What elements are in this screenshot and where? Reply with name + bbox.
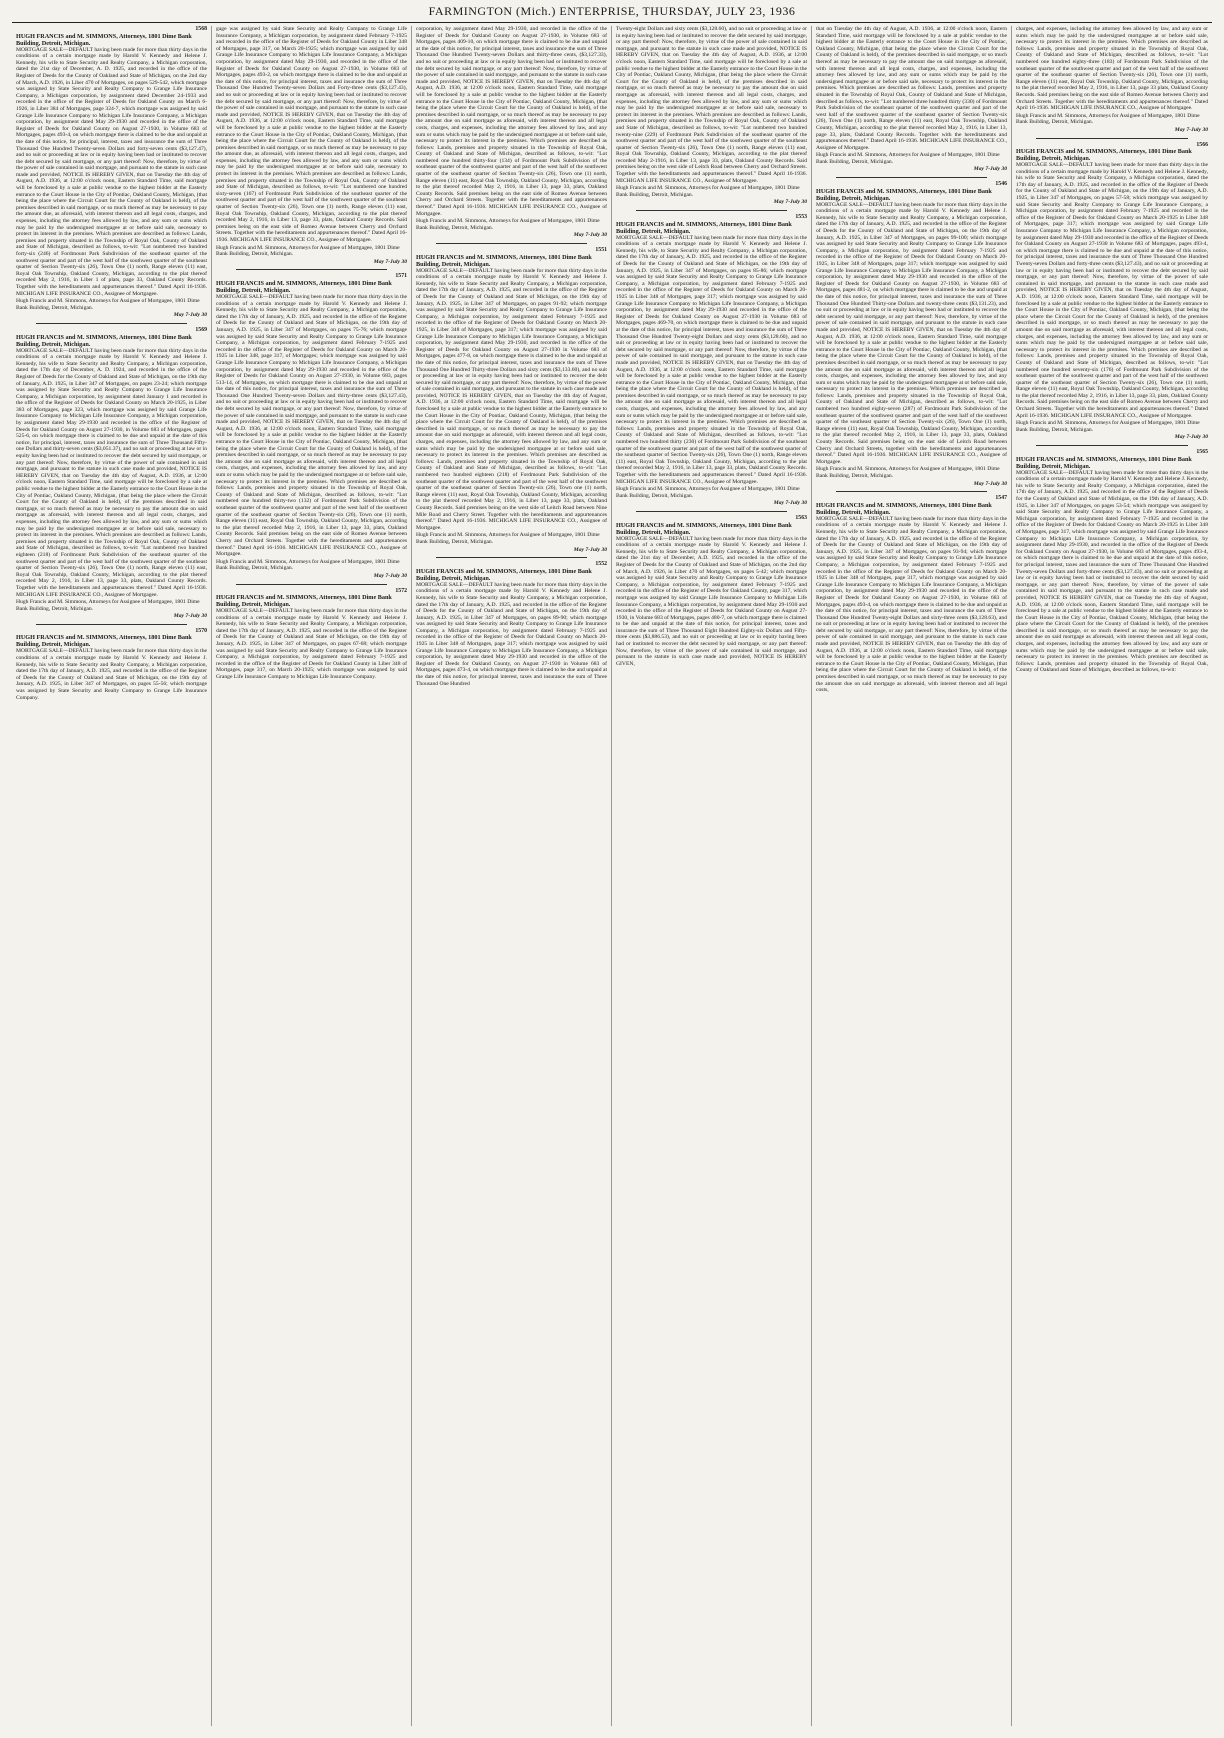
- notice-heading: HUGH FRANCIS and M. SIMMONS, Attorneys, 1801 Dime Bank Building, Detroit, Michigan.: [1016, 148, 1192, 163]
- newspaper-column: [212, 26, 412, 1726]
- notice-number: 1563: [795, 514, 807, 521]
- legal-notice: [1016, 449, 1208, 674]
- notice-run-dates: May 7-July 30: [973, 166, 1007, 173]
- notice-divider: [1036, 138, 1188, 139]
- notice-heading: HUGH FRANCIS and M. SIMMONS, Attorneys, 1801 Dime Bank Building, Detroit, Michigan.: [416, 567, 592, 582]
- masthead-text: FARMINGTON (Mich.) ENTERPRISE, THURSDAY, JULY 23, 1936: [428, 3, 796, 18]
- notice-body: Twenty-eight Dollars and sixty cents ($3,128.60), and no suit or proceeding at law or in equity having been had or instituted to recover the debt secured by said mortgage, or any part thereof: Now, therefore, by virtue of the power of sale contained in said mortgage, and pursuant to the statute in such case made and provided, NOTICE IS HEREBY GIVEN, that on Tuesday the 4th day of August, A.D. 1936, at 12:00 o'clock noon, Eastern Standard Time, said mortgage will be foreclosed by a sale at public vendue to the highest bidder at the Easterly entrance to the Court House in the City of Pontiac, Oakland County, Michigan, (that being the place where the Circuit Court for the County of Oakland is held), of the premises described in said mortgage, or so much thereof as may be necessary to pay the amount due on said mortgage as aforesaid, with interest thereon and all legal costs, charges, and expenses, including the attorney fees allowed by law, and any sum or sums which may be paid by the undersigned mortgagee at or before said sale, necessary to protect its interest in the premises. Which premises are described as follows: Lands, premises and property situated in the Township of Royal Oak, County of Oakland and State of Michigan, described as follows, to-wit: "Lot numbered two hundred twenty-nine (229) of Fordmount Park Subdivision of the southeast quarter of the southwest quarter and part of the west half of the southwest quarter of the southeast quarter of Section Twenty-six (26), Town One (1) north, Range eleven (11) east, Royal Oak Township, Oakland County, Michigan, according to the plat thereof recorded May 2-1916, in Liber 13, page 33, plats, Oakland County Records. Said premises being on the west side of Leitch Road between Cherry and Orchard Streets. Together with the hereditaments and appurtenances thereof." Dated April 16-1936. MICHIGAN LIFE INSURANCE CO., Assignee of Mortgagee.: [616, 26, 807, 184]
- legal-notice: [16, 26, 207, 319]
- notice-signature: Hugh Francis and M. Simmons, Attorneys for Assignee of Mortgagee, 1801 Dime Bank Building, Detroit, Michigan.: [1016, 420, 1200, 433]
- legal-notice: [416, 561, 607, 687]
- notice-number: 1551: [595, 247, 607, 253]
- legal-notice: [616, 214, 807, 507]
- notice-number: 1570: [195, 627, 207, 634]
- masthead-rule: [12, 22, 1212, 23]
- notice-run-dates: May 7-July 30: [1174, 126, 1208, 133]
- notice-body: MORTGAGE SALE—DEFAULT having been made for more than thirty days in the conditions of a certain mortgage made by Harold V. Kennedy and Helene J. Kennedy, his wife to State Security and Realty Company, a Michigan corporation, dated the 17th day of January, A.D. 1925, and recorded in the office of the Register of Deeds for the County of Oakland and State of Michigan, on the 19th day of January, A.D. 1925, in Liber 347 of Mortgages, on pages 93-94; which mortgage was assigned by said State Security and Realty Company to Grange Life Insurance Company, a Michigan corporation, by assignment dated February 7-1925 and recorded in the office of the Register of Deeds for Oakland County on March 20-1925 in Liber 348 of Mortgages, page 317, which mortgage was assigned by said Grange Life Insurance Company to Michigan Life Insurance Company, a Michigan corporation, by assignment dated May 29-1930 and recorded in the office of the Register of Deeds for Oakland County on August 27-1930, in Volume 683 of Mortgages, pages 493-4, on which mortgage there is claimed to be due and unpaid at the date of this notice, for principal interest, taxes and insurance the sum of Three Thousand One Hundred Twenty-eight Dollars and sixty-three cents ($3,128.63), and no suit or proceeding at law or in equity having been had or instituted to recover the debt secured by said mortgage, or any part thereof: Now, therefore, by virtue of the power of sale contained in said mortgage, and pursuant to the statute in such case made and provided, NOTICE IS HEREBY GIVEN, that on Tuesday the 4th day of August, A.D. 1936, at 12:00 o'clock noon, Eastern Standard Time, said mortgage will be foreclosed by a sale at public vendue to the highest bidder at the Easterly entrance to the Court House in the City of Pontiac, Oakland County, Michigan, (that being the place where the Circuit Court for the County of Oakland is held), of the premises described in said mortgage, or so much thereof as may be necessary to pay the amount due on said mortgage as aforesaid, with interest thereon and all legal costs,: [816, 515, 1007, 694]
- notice-heading: HUGH FRANCIS and M. SIMMONS, Attorneys, 1801 Dime Bank Building, Detroit, Michigan.: [616, 220, 792, 235]
- notice-body: corporation, by assignment dated May 29-1930, and recorded in the office of the Register of Deeds for Oakland County on August 27-1930, in Volume 683 of Mortgages, pages 409-10, on which mortgage there is claimed to be due and unpaid at the date of this notice, for principal interest, taxes and insurance the sum of Three Thousand One Hundred Twenty-seven Dollars and thirty-three cents, ($3,127.33), and no suit or proceeding at law or in equity having been had or instituted to recover the debt secured by said mortgage, or any part thereof: Now, therefore, by virtue of the power of sale contained in said mortgage, and pursuant to the statute in such case made and provided, NOTICE IS HEREBY GIVEN, that on Tuesday the 4th day of August, A.D. 1936, at 12:00 o'clock noon, Eastern Standard Time, said mortgage will be foreclosed by a sale at public vendue to the highest bidder at the Easterly entrance to the Court House in the City of Pontiac, Oakland County, Michigan, (that being the place where the Circuit Court for the County of Oakland is held), of the premises described in said mortgage, or so much thereof as may be necessary to pay the amount due on said mortgage as aforesaid, with interest thereon and all legal costs, charges, and expenses, including the attorney fees allowed by law, and any sum or sums which may be paid by the undersigned mortgagee at or before said sale, necessary to protect its interest in the premises. Which premises are described as follows: Lands, premises and property situated in the Township of Royal Oak, County of Oakland and State of Michigan, described as follows, to-wit: "Lot numbered one hundred thirty-four (134) of Fordmount Park Subdivision of the southeast quarter of the southwest quarter and part of the west half of the southwest quarter of the southeast quarter of Section Twenty-six (26), Town one (1) north, Range eleven (11) east, Royal Oak Township, Oakland County, Michigan, according to the plat thereof recorded May 2, 1916, in Liber 13, page 33, plats, Oakland County Records. Said premises being on the east side of Romeo Avenue between Cherry and Orchard Streets. Together with the hereditaments and appurtenances thereof." Dated April 16-1936. MICHIGAN LIFE INSURANCE CO., Assignee of Mortgagee.: [416, 26, 607, 217]
- notice-run-dates: May 7-July 30: [573, 232, 607, 239]
- legal-notice: [816, 26, 1007, 173]
- notice-divider: [836, 177, 987, 178]
- legal-notice: [816, 495, 1007, 694]
- notice-signature: Hugh Francis and M. Simmons, Attorneys for Assignee of Mortgagee, 1801 Dime Bank Building, Detroit, Michigan.: [216, 558, 400, 572]
- notice-divider: [36, 624, 187, 625]
- notice-heading: HUGH FRANCIS and M. SIMMONS, Attorneys, 1801 Dime Bank Building, Detroit, Michigan.: [816, 501, 992, 516]
- notice-body: MORTGAGE SALE—DEFAULT having been made for more than thirty days in the conditions of a certain mortgage made by Harold V. Kennedy and Helene J. Kennedy, his wife to State Security and Realty Company, a Michigan corporation, dated the 17th day of January, A.D. 1925, and recorded in the office of the Register of Deeds for the County of Oakland and State of Michigan, on the 19th day of January, A.D. 1925, in Liber 347 of Mortgages, on pages 57-58; which mortgage was assigned by said State Security and Realty Company to Grange Life Insurance Company, a Michigan corporation, by assignment dated February 7-1925 and recorded in the office of the Register of Deeds for Oakland County on March 20-1925 in Liber 348 of Mortgages, page 317; which mortgage was assigned by said Grange Life Insurance Company to Michigan Life Insurance Company, a Michigan corporation, by assignment dated May 29-1930 and recorded in the office of the Register of Deeds for Oakland County on August 27-1930 in Volume 683 of Mortgages, pages 493-4, on which mortgage there is claimed to be due and unpaid at the date of this notice, for principal interest, taxes and insurance the sum of Three Thousand One Hundred Twenty-seven Dollars and forty-three cents ($3,127.43), and no suit or proceeding at law or in equity having been had or instituted to recover the debt secured by said mortgage, or any part thereof: Now, therefore, by virtue of the power of sale contained in said mortgage, and pursuant to the statute in such case made and provided, NOTICE IS HEREBY GIVEN, that on Tuesday the 4th day of August, A.D. 1936, at 12:00 o'clock noon, Eastern Standard Time, said mortgage will be foreclosed by a sale at public vendue to the highest bidder at the Easterly entrance to the Court House in the City of Pontiac, Oakland County, Michigan, (that being the place where the Circuit Court for the County of Oakland is held), of the premises described in said mortgage, or so much thereof as may be necessary to pay the amount due on said mortgage as aforesaid, with interest thereon and all legal costs, charges, and expenses, including the attorney fees allowed by law, and any sum or sums which may be paid by the undersigned mortgagee at or before said sale, necessary to protect its interest in the premises. Which premises are described as follows: Lands, premises and property situated in the Township of Royal Oak, County of Oakland and State of Michigan, described as follows, to-wit: "Lot numbered one hundred seventy-six (176) of Fordmount Park Subdivision of the southeast quarter of the southwest quarter and part of the west half of the southwest quarter of the southeast quarter of Section Twenty-six (26), Town one (1) north, Range eleven (11) east, Royal Oak Township, Oakland County, Michigan, according to the plat thereof recorded May 2, 1916, in Liber 13, page 33, plats, Oakland County Records. Said premises being on the east side of Romeo Avenue between Cherry and Orchard Streets. Together with the hereditaments and appurtenances thereof." Dated April 16-1936. MICHIGAN LIFE INSURANCE CO., Assignee of Mortgagee.: [1016, 162, 1208, 419]
- notice-body: MORTGAGE SALE—DEFAULT having been made for more than thirty days in the conditions of a certain mortgage made by Harold V. Kennedy and Helene J. Kennedy, his wife to State Security and Realty Company, a Michigan corporation, dated the 21st day of December, A. D. 1925, and recorded in the office of the Register of Deeds for the County of Oakland and State of Michigan, on the 2nd day of March, A.D. 1926, in Liber 470 of Mortgages, on pages 529-542, which mortgage was assigned by State Security and Realty Company to Grange Life Insurance Company, a Michigan corporation, by assignment dated December 24-1933 and recorded in the office of the Register of Deeds for Oakland County on March 6-1926, in Liber 384 of Mortgages, page 324-7, which mortgage was assigned by said Grange Life Insurance Company to Michigan Life Insurance Company, a Michigan corporation, by assignment dated May 29-1930 and recorded in the office of the Register of Deeds for Oakland County on August 27-1930, in Volume 683 of Mortgages, pages 493-4, on which mortgage there is claimed to be due and unpaid at the date of this notice, for principal, interest, taxes and insurance the sum of Three Thousand One Hundred Twenty-seven Dollars and forty-seven cents ($3,127.47), and no suit or proceeding at law or in equity having been had or instituted to recover the debt secured by said mortgage, or any part thereof: Now, therefore, by virtue of the power of sale contained in said mortgage, and pursuant to the statute in such case made and provided, NOTICE IS HEREBY GIVEN, that on Tuesday the 4th day of August, A.D. 1936, at 12:00 o'clock noon, Eastern Standard Time, said mortgage will be foreclosed by a sale at public vendue to the highest bidder at the Easterly entrance to the Court House in the City of Pontiac, Oakland County, Michigan, (that being the place where the Circuit Court for the County of Oakland is held), of the premises described in said mortgage, or so much thereof as may be necessary to pay the amount due, as aforesaid, with interest thereon and all legal costs, charges, and expenses, including the attorney fees allowed by law, and any sum or sums which may be paid by the undersigned mortgagee at or before said sale, necessary to protect its interest in the premises. Which premises are described as follows: Lands, premises and property situated in the Township of Royal Oak, County of Oakland and State of Michigan, described as follows, to-wit: "Lot numbered two hundred forty-six (246) of Fordmount Park Subdivision of the southeast quarter of the southwest quarter and part of the west half of the southwest quarter of the southeast quarter of Section Twenty-six (26), Town One (1) north, Range eleven (11) east, Royal Oak Township, Oakland County, Michigan, according to the plat thereof recorded May 2, 1916, in Liber 1 of plats, page 33, Oakland County Records. Together with the hereditaments and appurtenances thereof." Dated April 16-1936. MICHIGAN LIFE INSURANCE CO., Assignee of Mortgagee.: [16, 46, 207, 297]
- notice-body: MORTGAGE SALE—DEFAULT having been made for more than thirty days in the conditions of a certain mortgage made by Harold V. Kennedy and Helene J. Kennedy, his wife to State Security and Realty Company, a Michigan corporation, dated the 17th day of January, A.D. 1925, and recorded in the office of the Register of Deeds for the County of Oakland and State of Michigan, on the 19th day of January, A.D. 1925, in Liber 347 of Mortgages, on pages 55-56; which mortgage was assigned by State Security and Realty Company to Grange Life Insurance Company.: [16, 648, 207, 701]
- notice-number: 1568: [195, 26, 207, 32]
- notice-body: charges, and expenses, including the attorney fees allowed by law, and any sum or sums which may be paid by the undersigned mortgagee at or before said sale, necessary to protect its interest in the premises. Which premises are described as follows: Lands, premises and property situated in the Township of Royal Oak, County of Oakland and State of Michigan, described as follows, to-wit: "Lot numbered one hundred eighty-three (183) of Fordmount Park Subdivision of the southeast quarter of the southwest quarter and part of the west half of the southwest quarter of the southeast quarter of Section Twenty-six (26), Town one (1) north, Range eleven (11) east, Royal Oak Township, Oakland County, Michigan, according to the plat thereof recorded May 2, 1916, in Liber 13, page 33 plats, Oakland County Records. Said premises being on the east side of Romeo Avenue between Cherry and Orchard Streets. Together with the hereditaments and appurtenances thereof." Dated April 16-1936. MICHIGAN LIFE INSURANCE CO., Assignee of Mortgagee.: [1016, 26, 1208, 112]
- notice-signature: Hugh Francis and M. Simmons, Attorneys for Assignee of Mortgagee, 1801 Dime Bank Building, Detroit, Michigan.: [616, 486, 800, 499]
- notice-signature: Hugh Francis and M. Simmons, Attorneys for Assignee of Mortgagee, 1801 Dime Bank Building, Detroit, Michigan.: [1016, 112, 1200, 126]
- notice-heading: HUGH FRANCIS and M. SIMMONS, Attorneys, 1801 Dime Bank Building, Detroit, Michigan.: [816, 187, 992, 202]
- legal-notice: [1016, 26, 1208, 134]
- masthead: [0, 0, 1224, 22]
- notice-run-dates: May 7-July 30: [773, 199, 807, 206]
- notice-divider: [636, 511, 787, 512]
- notice-body: gage was assigned by said State Security and Realty Company to Grange Life Insurance Company, a Michigan corporation, by assignment dated February 7-1925 and recorded in the office of the Register of Deeds for Oakland County in Liber 348 of Mortgages, page 317, on March 20-1925; which mortgage was assigned by said Grange Life Insurance Company to Michigan Life Insurance Company, a Michigan corporation, by assignment dated May 29-1930, and recorded in the office of the Register of Deeds for Oakland County on August 27-1930, in Volume 683 of Mortgages, pages 493-2, on which mortgage there is claimed to be due and unpaid at the date of this notice, for principal interest, taxes and insurance the sum of Three Thousand One Hundred Twenty-seven Dollars and Forty-three cents ($3,127.43), and no suit or proceeding at law or in equity having been had or instituted to recover the debt secured by said mortgage, or any part thereof: Now, therefore, by virtue of the power of sale contained in said mortgage, and pursuant to the statute in such case made and provided, NOTICE IS HEREBY GIVEN, that on Tuesday the 4th day of August, A.D. 1936, at 12:00 o'clock noon, Eastern Standard Time, said mortgage will be foreclosed by a sale at public vendue to the highest bidder at the Easterly entrance to the Court House in the City of Pontiac, Oakland County, Michigan, (that being the place where the Circuit Court for the County of Oakland is held), of the premises described in said mortgage, or so much thereof as may be necessary to pay the amount due, as aforesaid, with interest thereon and all legal costs, charges, and expenses, including the attorney fees allowed by law, and any sum or sums which may be paid by the undersigned mortgagee at or before said sale, necessary to protect its interest in the premises. Which premises are described as follows: Lands, premises and property situated in the Township of Royal Oak, County of Oakland and State of Michigan, described as follows, to-wit: "Lot numbered one hundred sixty-seven (167) of Fordmount Park Subdivision of the southeast quarter of the southwest quarter and part of the west half of the southwest quarter of the southeast quarter of Section Twenty-six (26), Town one (1) north, Range eleven (11) east, Royal Oak Township, Oakland County, Michigan, according to the plat thereof recorded May 2, 1916, in Liber 13, page 33, plats, Oakland County Records. Said premises being on the east side of Romeo Avenue between Cherry and Orchard Streets. Together with the hereditaments and appurtenances thereof." Dated April 16-1936. MICHIGAN LIFE INSURANCE CO., Assignee of Mortgagee.: [216, 26, 407, 243]
- notice-number: 1546: [995, 181, 1007, 188]
- legal-notice: [816, 181, 1007, 487]
- newspaper-column: [412, 26, 612, 1726]
- notice-heading: HUGH FRANCIS and M. SIMMONS, Attorneys, 1801 Dime Bank Building, Detroit, Michigan.: [16, 333, 192, 348]
- notice-body: MORTGAGE SALE—DEFAULT having been made for more than thirty days in the conditions of a certain mortgage made by Harold V. Kennedy and Helene J. Kennedy, his wife to State Security and Realty Company, a Michigan corporation, dated the 17th day of January, A.D. 1925, and recorded in the office of the Register of Deeds for the County of Oakland and State of Michigan, on the 19th day of January, A.D. 1925, in Liber 347 of Mortgages, on pages 75-76; which mortgage was assigned by said State Security and Realty Company to Grange Life Insurance Company, a Michigan corporation, by assignment dated February 7-1925 and recorded in the office of the Register of Deeds for Oakland County on March 20-1925 in Liber 348, page 317, of Mortgages; which mortgage was assigned by said Grange Life Insurance Company to Michigan Life Insurance Company, a Michigan corporation, by assignment dated May 29-1930 and recorded in the office of the Register of Deeds for Oakland County on August 27-1930, in Volume 683, pages 513-14, of Mortgages, on which mortgage there is claimed to be due and unpaid at the date of this notice, for principal interest, taxes and insurance the sum of Three Thousand One Hundred Twenty-seven Dollars and thirty-three cents ($3,127.43), and no suit or proceeding at law or in equity having been had or instituted to recover the debt secured by said mortgage, or any part thereof: Now, therefore, by virtue of the power of sale contained in said mortgage, and pursuant to the statute in such case made and provided, NOTICE IS HEREBY GIVEN, that on Tuesday the 4th day of August, A.D. 1936, at 12:00 o'clock noon, Eastern Standard Time, said mortgage will be foreclosed by a sale at public vendue to the highest bidder at the Easterly entrance to the Court House in the City of Pontiac, Oakland County, Michigan, (that being the place where the Circuit Court for the County of Oakland is held), of the premises described in said mortgage, or so much thereof as may be necessary to pay the amount due on said mortgage as aforesaid, with interest thereon and all legal costs, charges, and expenses, including the attorney fees allowed by law, and any sum or sums which may be paid by the undersigned mortgagee at or before said sale, necessary to protect its interest in the premises. Which premises are described as follows: Lands, premises and property situated in the Township of Royal Oak, County of Oakland and State of Michigan, described as follows, to-wit: "Lot numbered one hundred thirty-two (132) of Fordmount Park Subdivision of the southeast quarter of the southwest quarter and part of the west half of the southwest quarter of the southeast quarter of Section Twenty-six (26), Town one (1) north, Range eleven (11) east, Royal Oak Township, Oakland County, Michigan, according to the plat thereof recorded May 2, 1916, in Liber 13, page 33, plats, Oakland County Records. Said premises being on the east side of Romeo Avenue between Cherry and Orchard Streets. Together with the hereditaments and appurtenances thereof." Dated April 16-1936. MICHIGAN LIFE INSURANCE CO., Assignee of Mortgagee.: [216, 293, 407, 558]
- notice-divider: [836, 491, 987, 492]
- legal-notice: [616, 515, 807, 667]
- notice-run-dates: May 7-July 30: [173, 312, 207, 319]
- notice-heading: HUGH FRANCIS and M. SIMMONS, Attorneys, 1801 Dime Bank Building, Detroit, Michigan.: [216, 279, 392, 294]
- notice-heading: HUGH FRANCIS and M. SIMMONS, Attorneys, 1801 Dime Bank Building, Detroit, Michigan.: [416, 253, 592, 268]
- notice-body: MORTGAGE SALE—DEFAULT having been made for more than thirty days in the conditions of a certain mortgage made by Harold V. Kennedy and Helene J. Kennedy, his wife to State Security and Realty Company, a Michigan corporation, dated the 21st day of December, A.D. 1925, and recorded in the office of the Register of Deeds for the County of Oakland and State of Michigan, on the 2nd day of March, A.D. 1926, in Liber 470 of Mortgages, on pages 5-42; which mortgage was assigned by said State Security and Realty Company to Grange Life Insurance Company, a Michigan corporation, by assignment dated February 7-1925 and recorded in the office of the Register of Deeds for Oakland County, page 317, which mortgage was assigned by said Grange Life Insurance Company to Michigan Life Insurance Company, a Michigan corporation, by assignment dated May 29-1930 and recorded in the office of the Register of Deeds for Oakland County on August 27-1930, in Volume 683 of Mortgages, pages 480-7, on which mortgage there is claimed to be due and unpaid at the date of this notice, for principal interest, taxes and insurance the sum of Three Thousand Eight Hundred Eighty-six Dollars and Fifty-three cents ($3,886.53), and no suit or proceeding at law or in equity having been had or instituted to recover the debt secured by said mortgage, or any part thereof: Now, therefore, by virtue of the power of sale contained in said mortgage, and pursuant to the statute in such case made and provided, NOTICE IS HEREBY GIVEN,: [616, 535, 807, 667]
- notice-divider: [436, 557, 587, 558]
- notice-divider: [236, 269, 387, 270]
- notice-number: 1553: [795, 214, 807, 221]
- legal-notice: [16, 327, 207, 620]
- notice-divider: [1036, 445, 1188, 446]
- notice-run-dates: May 7-July 30: [1174, 434, 1208, 441]
- notice-run-dates: May 7-July 30: [373, 572, 407, 579]
- notice-signature: Hugh Francis and M. Simmons, Attorneys for Assignee of Mortgagee, 1801 Dime Bank Building, Detroit, Michigan.: [416, 218, 600, 231]
- legal-notice: [216, 26, 407, 265]
- notice-body: MORTGAGE SALE—DEFAULT having been made for more than thirty days in the conditions of a certain mortgage made by Harold V. Kennedy and Helene J. Kennedy, his wife to State Security and Realty Company, a Michigan corporation, dated the 17th day of January, A.D. 1925, and recorded in the office of the Register of Deeds for the County of Oakland and State of Michigan, on the 19th day of January, A.D. 1925, in Liber 347 of Mortgages, on pages 89-90; which mortgage was assigned by said State Security and Realty Company to Grange Life Insurance Company, a Michigan corporation, by assignment dated February 7-1925 and recorded in the office of the Register of Deeds for Oakland County on March 20-1925 in Liber 348 of Mortgages, page 317; which mortgage was assigned by said Grange Life Insurance Company to Michigan Life Insurance Company, a Michigan corporation, by assignment dated May 29-1930 and recorded in the office of the Register of Deeds for Oakland County, on August 27-1930 in Volume 683 of Mortgages, pages 473-4, on which mortgage there is claimed to be due and unpaid at the date of this notice, for principal interest, taxes and insurance the sum of Three Thousand One Hundred: [416, 581, 607, 687]
- page-columns: [12, 26, 1212, 1726]
- notice-divider: [636, 210, 787, 211]
- notice-signature: Hugh Francis and M. Simmons, Attorneys for Assignee of Mortgagee, 1801 Dime Bank Building, Detroit, Michigan.: [816, 466, 1000, 479]
- legal-notice: [1016, 142, 1208, 442]
- notice-signature: Hugh Francis and M. Simmons, Attorneys for Assignee of Mortgagee, 1801 Dime Bank Building, Detroit, Michigan.: [216, 244, 400, 258]
- legal-notice: [16, 628, 207, 701]
- notice-signature: Hugh Francis and M. Simmons, Attorneys for Assignee of Mortgagee, 1801 Dime Bank Building, Detroit, Michigan.: [416, 532, 600, 545]
- notice-heading: HUGH FRANCIS and M. SIMMONS, Attorneys, 1801 Dime Bank Building, Detroit, Michigan.: [16, 32, 192, 47]
- notice-signature: Hugh Francis and M. Simmons, Attorneys for Assignee of Mortgagee, 1801 Dime Bank Building, Detroit, Michigan.: [16, 298, 200, 311]
- notice-number: 1566: [1196, 141, 1208, 148]
- notice-number: 1569: [195, 326, 207, 333]
- notice-body: MORTGAGE SALE—DEFAULT having been made for more than thirty days in the conditions of a certain mortgage made by Harold V. Kennedy and Helene J. Kennedy, his wife to State Security and Realty Company, a Michigan corporation, dated the 17th day of January, A.D. 1925, and recorded in the office of the Register of Deeds for the County of Oakland and State of Michigan, on the 19th day of January, A.D. 1925, in Liber 347 of Mortgages, on pages 91-92; which mortgage was assigned by said State Security and Realty Company to Grange Life Insurance Company, a Michigan corporation, by assignment dated February 7-1925 and recorded in the office of the Register of Deeds for Oakland County on March 20-1925, in Liber 348 of Mortgages, page 317; which mortgage was assigned by said Grange Life Insurance Company to Michigan Life Insurance Company, a Michigan corporation, by assignment dated May 29-1930, and recorded in the office of the Register of Deeds for Oakland County on August 27-1930 in Volume 683 of Mortgages, pages 477-8, on which mortgage there is claimed to be due and unpaid at the date of this notice, for principal interest, taxes and insurance the sum of Three Thousand One Hundred Thirty-three Dollars and sixty cents ($3,133.60), and no suit or proceeding at law or in equity having been had or instituted to recover the debt secured by said mortgage, or any part thereof: Now, therefore, by virtue of the power of sale contained in said mortgage, and pursuant to the statute in such case made and provided, NOTICE IS HEREBY GIVEN, that on Tuesday the 4th day of August, A.D. 1936, at 12:00 o'clock noon, Eastern Standard Time, said mortgage will be foreclosed by a sale at public vendue to the highest bidder at the Easterly entrance to the Court House in the City of Pontiac, Oakland County, Michigan, (that being the place where the Circuit Court for the County of Oakland is held), of the premises described in said mortgage, or so much thereof as may be necessary to pay the amount due on said mortgage as aforesaid, with interest thereon and all legal costs, charges, and expenses, including the attorney fees allowed by law, and any sum or sums which may be paid by the undersigned mortgagee at or before said sale, necessary to protect its interest in the premises. Which premises are described as follows: Lands, premises and property situated in the Township of Royal Oak, County of Oakland and State of Michigan, described as follows, to-wit: "Lot numbered two hundred eighteen (218) of Fordmount Park Subdivision of the southeast quarter of the southwest quarter and part of the west half of the southwest quarter of the southeast quarter of Section Twenty-six (26), Town one (1) north, Range eleven (11) east, Royal Oak Township, Oakland County, Michigan, according to the plat thereof recorded May 2, 1916, in Liber 13, page 33, plats, Oakland County Records. Said premises being on the west side of Leitch Road between Nine Mile Road and Cherry Street. Together with the hereditaments and appurtenances thereof." Dated April 16-1936. MICHIGAN LIFE INSURANCE CO., Assignee of Mortgagee.: [416, 267, 607, 531]
- notice-number: 1571: [395, 273, 407, 280]
- newspaper-column: [12, 26, 212, 1726]
- notice-number: 1565: [1196, 449, 1208, 456]
- legal-notice: [216, 273, 407, 579]
- notice-number: 1547: [995, 495, 1007, 502]
- notice-divider: [436, 243, 587, 244]
- notice-run-dates: May 7-July 30: [373, 258, 407, 265]
- notice-run-dates: May 7-July 30: [973, 480, 1007, 487]
- legal-notice: [216, 588, 407, 681]
- notice-signature: Hugh Francis and M. Simmons, Attorneys for Assignee of Mortgagee, 1801 Dime Bank Building, Detroit, Michigan.: [16, 599, 200, 612]
- notice-body: MORTGAGE SALE—DEFAULT having been made for more than thirty days in the conditions of a certain mortgage made by Harold V. Kennedy and Helene J. Kennedy, his wife to State Security and Realty Company, a Michigan corporation, dated the 17th day of January, A.D. 1925, and recorded in the office of the Register of Deeds for the County of Oakland and State of Michigan, on the 19th day of January, A.D. 1925, in Liber 347 of Mortgages, on pages 53-54; which mortgage was assigned by said State Security and Realty Company to Grange Life Insurance Company, a Michigan corporation, by assignment dated February 7-1925 and recorded in the office of the Register of Deeds for Oakland County on March 20-1925 in Liber 348 of Mortgages, page 317, which mortgage was assigned by said Grange Life Insurance Company to Michigan Life Insurance Company, a Michigan corporation, by assignment dated May 29-1930, and recorded in the office of the Register of Deeds for Oakland County on August 27-1930, in Volume 683 of Mortgages, pages 493-4, on which mortgage there is claimed to be due and unpaid at the date of this notice, for principal interest, taxes and insurance the sum of Three Thousand One Hundred Twenty-seven Dollars and forty-three cents ($3,127.43), and no suit or proceeding at law or in equity having been had or instituted to recover the debt secured by said mortgage, or any part thereof: Now, therefore, by virtue of the power of sale contained in said mortgage, and pursuant to the statute in such case made and provided, NOTICE IS HEREBY GIVEN, that on Tuesday the 4th day of August, A.D. 1936, at 12:00 o'clock noon, Eastern Standard Time, said mortgage will be foreclosed by a sale at public vendue to the highest bidder at the Easterly entrance to the Court House in the City of Pontiac, Oakland County, Michigan, (that being the place where the Circuit Court for the County of Oakland is held), of the premises described in said mortgage, or so much thereof as may be necessary to pay the amount due on said mortgage as aforesaid, with interest thereon and all legal costs, charges, and expenses, including the attorney fees allowed by law, and any sum or sums which may be paid by the undersigned mortgagee at or before said sale, necessary to protect its interest in the premises. Which premises are described as follows: Lands, premises and property situated in the Township of Royal Oak, County of Oakland and State of Michigan, described as follows, to-wit:: [1016, 469, 1208, 674]
- notice-heading: HUGH FRANCIS and M. SIMMONS, Attorneys, 1801 Dime Bank Building, Detroit, Michigan.: [1016, 455, 1192, 470]
- notice-divider: [36, 323, 187, 324]
- notice-heading: HUGH FRANCIS and M. SIMMONS, Attorneys, 1801 Dime Bank Building, Detroit, Michigan.: [16, 634, 192, 649]
- notice-number: 1572: [395, 587, 407, 594]
- legal-notice: [416, 247, 607, 553]
- notice-body: MORTGAGE SALE—DEFAULT having been made for more than thirty days in the conditions of a certain mortgage made by Harold V. Kennedy and Helene J. Kennedy, his wife, to State Security and Realty Company, a Michigan corporation, dated the 17th day of January, A.D. 1925, and recorded in the office of the Register of Deeds for the County of Oakland and State of Michigan, on the 19th day of January, A.D. 1925, in Liber 347 of Mortgages, on pages 85-86; which mortgage was assigned by said State Security and Realty Company to Grange Life Insurance Company, a Michigan corporation, by assignment dated February 7-1925 and recorded in the office of the Register of Deeds for Oakland County on March 20-1925 in Liber 348 of Mortgages, page 317; which mortgage was assigned by said Grange Life Insurance Company to Michigan Life Insurance Company, a Michigan corporation, by assignment dated May 29-1930 and recorded in the office of the Register of Deeds for Oakland County on August 27-1930 in Volume 683 of Mortgages, pages 469-70, on which mortgage there is claimed to be due and unpaid at the date of this notice, for principal interest, taxes and insurance the sum of Three Thousand One Hundred Twenty-eight Dollars and sixty cents ($3,128.60), and no suit or proceeding at law or in equity having been had or instituted to recover the debt secured by said mortgage, or any part thereof: Now, therefore, by virtue of the power of sale contained in said mortgage, and pursuant to the statute in such case made and provided, NOTICE IS HEREBY GIVEN, that on Tuesday the 4th day of August, A.D. 1936, at 12:00 o'clock noon, Eastern Standard Time, said mortgage will be foreclosed by a sale at public vendue to the highest bidder at the Easterly entrance to the Court House in the City of Pontiac, Oakland County, Michigan, (that being the place where the Circuit Court for the County of Oakland is held), of the premises described in said mortgage, or so much thereof as may be necessary to pay the amount due on said mortgage as aforesaid, with interest thereon and all legal costs, charges, and expenses, including the attorney fees allowed by law, and any sum or sums which may be paid by the undersigned mortgagee at or before said sale, necessary to protect its interest in the premises. Which premises are described as follows: Lands, premises and property situated in the Township of Royal Oak, County of Oakland and State of Michigan, described as follows, to-wit: "Lot numbered two hundred thirty (230) of Fordmount Park Subdivision of the southeast quarter of the southwest quarter and part of the west half of the southwest quarter of the southeast quarter of Section Twenty-six (26), Town One (1) north, Range eleven (11) east, Royal Oak Township, Oakland County, Michigan, according to the plat thereof recorded May 2, 1916, in Liber 13, page 33, plats, Oakland County Records. Together with the hereditaments and appurtenances thereof." Dated April 16-1936. MICHIGAN LIFE INSURANCE CO., Assignee of Mortgagee.: [616, 234, 807, 485]
- notice-body: MORTGAGE SALE—DEFAULT having been made for more than thirty days in the conditions of a certain mortgage made by Harold V. Kennedy and Helene J. Kennedy, his wife to State Security and Realty Company, a Michigan corporation, dated the 17th day of January, A.D. 1925, and recorded in the office of the Register of Deeds for the County of Oakland and State of Michigan, on the 19th day of January, A.D. 1925, in Liber 347 of Mortgages, on pages 99-100; which mortgage was assigned by said State Security and Realty Company to Grange Life Insurance Company, a Michigan corporation, by assignment dated February 7-1925 and recorded in the office of the Register of Deeds for Oakland County on March 20-1925, in Liber 348 of Mortgages, page 317; which mortgage was assigned by said Grange Life Insurance Company to Michigan Life Insurance Company, a Michigan corporation, by assignment dated May 29-1930 and recorded in the office of the Register of Deeds for Oakland County on August 27-1930, in Volume 683 of Mortgages, pages 481-2, on which mortgage there is claimed to be due and unpaid at the date of this notice, for principal interest, taxes and insurance the sum of Three Thousand One Hundred Thirty-one Dollars and twenty-three cents ($3,131.23), and no suit or proceeding at law or in equity having been had or instituted to recover the debt secured by said mortgage, or any part thereof: Now, therefore, by virtue of the power of sale contained in said mortgage, and pursuant to the statute in such case made and provided, NOTICE IS HEREBY GIVEN, that on Tuesday the 4th day of August, A.D. 1936, at 12:00 o'clock noon, Eastern Standard Time, said mortgage will be foreclosed by a sale at public vendue to the highest bidder at the Easterly entrance to the Court House in the City of Pontiac, Oakland County, Michigan, (that being the place where the Circuit Court for the County of Oakland is held), of the premises described in said mortgage, or so much thereof as may be necessary to pay the amount due on said mortgage as aforesaid, with interest thereon and all legal costs, charges, and expenses, including the attorney fees allowed by law, and any sum or sums which may be paid by the undersigned mortgagee at or before said sale, necessary to protect its interest in the premises. Which premises are described as follows: Lands, premises and property situated in the Township of Royal Oak, County of Oakland and State of Michigan, described as follows, to-wit: "Lot numbered two hundred eighty-seven (287) of Fordmount Park Subdivision of the southeast quarter of the southwest quarter and part of the west half of the southwest quarter of the southeast quarter of Section Twenty-six (26), Town One (1) north, Range eleven (11) east, Royal Oak Township, Oakland County, Michigan, according to the plat thereof recorded May 2, 1916, in Liber 13, page 33, plats, Oakland County Records. Said premises being on the east side of Leitch Road between Cherry and Orchard Streets, together with the hereditaments and appurtenances thereof." Dated April 16-1936. MICHIGAN LIFE INSURANCE CO., Assignee of Mortgagee.: [816, 201, 1007, 465]
- legal-notice: [616, 26, 807, 206]
- newspaper-column: [612, 26, 812, 1726]
- notice-run-dates: May 7-July 30: [173, 613, 207, 620]
- notice-signature: Hugh Francis and M. Simmons, Attorneys for Assignee of Mortgagee, 1801 Dime Bank Building, Detroit, Michigan.: [816, 152, 1000, 165]
- notice-heading: HUGH FRANCIS and M. SIMMONS, Attorneys, 1801 Dime Bank Building, Detroit, Michigan.: [616, 521, 792, 536]
- notice-divider: [236, 584, 387, 585]
- notice-number: 1552: [595, 561, 607, 568]
- notice-run-dates: May 7-July 30: [773, 500, 807, 507]
- notice-body: MORTGAGE SALE—DEFAULT having been made for more than thirty days in the conditions of a certain mortgage made by Harold V. Kennedy and Helene J. Kennedy, his wife to State Security and Realty Company, a Michigan corporation, dated the 17th day of December, A. D. 1924, and recorded in the office of the Register of Deeds for the County of Oakland and State of Michigan, on the 19th day of January, A.D. 1925, in Liber 347 of Mortgages, on pages 23-24; which mortgage was assigned by State Security and Realty Company to Grange Life Insurance Company, a Michigan corporation, by assignment dated January 1 and recorded in the office of the Register of Deeds for Oakland County on March 20-1925, in Liber 383 of Mortgages, page 323, which mortgage was assigned by said Grange Life Insurance Company to Michigan Life Insurance Company, a Michigan corporation, by assignment dated May 29-1930 and recorded in the office of the Register of Deeds for Oakland County on August 27-1930, in Volume 683 of Mortgages, pages 525-6, on which mortgage there is claimed to be due and unpaid at the date of this notice, for principal, interest, taxes and insurance the sum of Three Thousand Fifty-one Dollars and thirty-seven cents ($3,051.37), and no suit or proceeding at law or in equity having been had or instituted to recover the debt secured by said mortgage, or any part thereof: Now, therefore, by virtue of the power of sale contained in said mortgage, and pursuant to the statute in such case made and provided, NOTICE IS HEREBY GIVEN, that on Tuesday the 4th day of August, A.D. 1936, at 12:00 o'clock noon, Eastern Standard Time, said mortgage will be foreclosed by a sale at public vendue to the highest bidder at the Easterly entrance to the Court House in the City of Pontiac, Oakland County, Michigan, (that being the place where the Circuit Court for the County of Oakland is held), of the premises described in said mortgage, or so much thereof as may be necessary to pay the amount due on said mortgage as aforesaid, with interest thereon and all legal costs, charges, and expenses, including the attorney fees allowed by law, and any sum or sums which may be paid by the undersigned mortgagee at or before said sale, necessary to protect its interest in the premises. Which premises are described as follows: Lands, premises and property situated in the Township of Royal Oak, County of Oakland and State of Michigan, described as follows, to-wit: "Lot numbered two hundred eighteen (218) of Fordmount Park Subdivision of the southeast quarter of the southwest quarter and part of the west half of the southwest quarter of the southeast quarter of Section Twenty-six (26), Town One (1) north, Range eleven (11) east, Royal Oak Township, Oakland County, Michigan, according to the plat thereof recorded May 2, 1916, in Liber 13, page 33, plats, Oakland County Records. Together with the hereditaments and appurtenances thereof." Dated April 16-1936. MICHIGAN LIFE INSURANCE CO., Assignee of Mortgagee.: [16, 347, 207, 598]
- newspaper-column: [812, 26, 1012, 1726]
- notice-heading: HUGH FRANCIS and M. SIMMONS, Attorneys, 1801 Dime Bank Building, Detroit, Michigan.: [216, 594, 392, 609]
- newspaper-column: [1012, 26, 1212, 1726]
- legal-notice: [416, 26, 607, 239]
- notice-run-dates: May 7-July 30: [573, 546, 607, 553]
- notice-body: that on Tuesday the 4th day of August, A.D. 1936, at 12:00 o'clock noon, Eastern Standard Time, said mortgage will be foreclosed by a sale at public vendue to the highest bidder at the Easterly entrance to the Court House in the City of Pontiac, Oakland County, Michigan, (that being the place where the Circuit Court for the County of Oakland is held), of the premises described in said mortgage, or so much thereof as may be necessary to pay the amount due on said mortgage as aforesaid, with interest thereon and all legal costs, charges, and expenses, including the attorney fees allowed by law, and any sum or sums which may be paid by the undersigned mortgagee at or before said sale, necessary to protect its interest in the premises. Which premises are described as follows: Lands, premises and property situated in the Township of Royal Oak, County of Oakland and State of Michigan, described as follows, to-wit: "Lot numbered three hundred thirty (330) of Fordmount Park Subdivision of the southeast quarter of the southwest quarter and part of the west half of the southwest quarter of the southeast quarter of Section Twenty-six (26), Town One (1) north, Range eleven (11) east, Royal Oak Township, Oakland County, Michigan, according to the plat thereof recorded May 2, 1916, in Liber 13, page 33, plats, Oakland County Records. Together with the hereditaments and appurtenances thereof." Dated April 16-1936. MICHIGAN LIFE INSURANCE CO., Assignee of Mortgagee.: [816, 26, 1007, 151]
- notice-body: MORTGAGE SALE—DEFAULT having been made for more than thirty days in the conditions of a certain mortgage made by Harold V. Kennedy and Helene J. Kennedy, his wife to State Security and Realty Company, a Michigan corporation, dated the 17th day of January, A.D. 1925, and recorded in the office of the Register of Deeds for the County of Oakland and State of Michigan, on the 19th day of January, A.D. 1925, in Liber 347 of Mortgages, on pages 67-68; which mortgage was assigned by said State Security and Realty Company to Grange Life Insurance Company, a Michigan corporation, by assignment dated February 7-1925 and recorded in the office of the Register of Deeds for Oakland County in Liber 348 of Mortgages, page 317, on March 20-1925; which mortgage was assigned by said Grange Life Insurance Company to Michigan Life Insurance Company.: [216, 608, 407, 681]
- notice-signature: Hugh Francis and M. Simmons, Attorneys for Assignee of Mortgagee, 1801 Dime Bank Building, Detroit, Michigan.: [616, 185, 800, 198]
